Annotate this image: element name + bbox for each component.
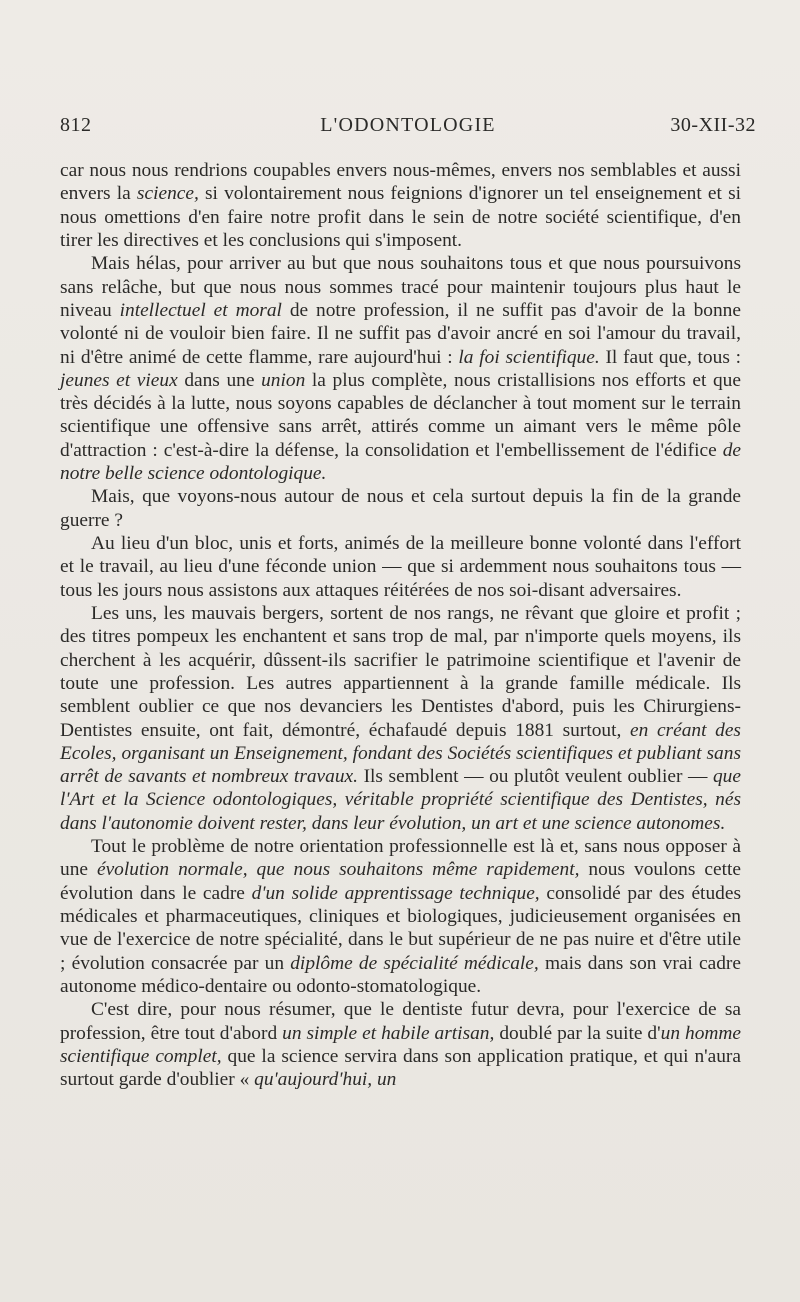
- page-number: 812: [60, 114, 92, 136]
- italic-text: jeunes et vieux: [60, 369, 178, 391]
- text-run: dans une: [177, 369, 262, 391]
- paragraph: [60, 252, 741, 485]
- italic-text: que l'Art et la Science odontologiques, véritable propriété scientifique des Dentistes, nés dans l'autonomie doivent rester, dans leur évolution, un art et une science autonomes.: [60, 766, 741, 834]
- paragraph: [60, 602, 741, 835]
- text-run: nous voulons cette évolution dans le cadre: [60, 859, 741, 904]
- text-run: Tout le problème de notre orientation professionnelle est là et, sans nous opposer à une: [60, 836, 741, 881]
- text-run: que la science servira dans son application pratique, et qui n'aura surtout garde d'oublier «: [60, 1045, 741, 1091]
- text-run: car nous nous rendrions coupables envers nous-mêmes, envers nos semblables et aussi envers la: [60, 160, 741, 205]
- text-run: Mais hélas, pour arriver au but que nous souhaitons tous et que nous poursuivons sans relâche, but que nous nous sommes tracé pour maintenir toujours plus haut le niveau: [60, 253, 741, 321]
- issue-date: 30-XII-32: [670, 114, 756, 136]
- italic-text: un simple et habile artisan,: [282, 1022, 495, 1044]
- text-run: la plus complète, nous cristallisions nos efforts et que très décidés à la lutte, nous soyons capables de déclancher à tout moment sur le terrain scientifique une offensive sans arrêt, attirés comme un aimant vers le même pôle d'attraction : c'est-à-dire la défense, la consolidation et l'embellissement de l'édifice: [60, 369, 741, 461]
- italic-text: intellectuel et moral: [119, 299, 282, 321]
- text-run: si volontairement nous feignions d'ignorer un tel enseignement et si nous omettions d'en faire notre profit dans le sein de notre société scientifique, d'en tirer les directives et les conclusions qui s'imposent.: [60, 183, 741, 251]
- text-run: consolidé par des études médicales et pharmaceutiques, cliniques et biologiques, judicieusement organisées en vue de l'exercice de notre spécialité, dans le but supérieur de ne pas nuire et d'être utile ; évolution consacrée par un: [60, 882, 741, 974]
- paragraph: [60, 485, 741, 532]
- text-run: mais dans son vrai cadre autonome médico-dentaire ou odonto-stomatologique.: [60, 952, 741, 997]
- italic-text: évolution normale, que nous souhaitons même rapidement,: [96, 859, 580, 881]
- italic-text: d'un solide apprentissage technique,: [251, 882, 540, 904]
- italic-text: qu'aujourd'hui, un: [254, 1069, 397, 1091]
- paragraph: [60, 159, 741, 252]
- italic-text: la foi scientifique.: [458, 346, 600, 368]
- text-run: Les uns, les mauvais bergers, sortent de nos rangs, ne rêvant que gloire et profit ; des titres pompeux les enchantent et sans trop de mal, par n'importe quels moyens, ils cherchent à les acquérir, dûssent-ils sacrifier le patrimoine scientifique et l'avenir de toute une profession. Les autres appartiennent à la grande famille médicale. Ils semblent oublier ce que nos devanciers les Dentistes d'abord, puis les Chirurgiens-Dentistes ensuite, ont fait, démontré, échafaudé depuis 1881 surtout,: [60, 602, 741, 741]
- italic-text: science,: [136, 183, 199, 205]
- article-body: [60, 159, 741, 1092]
- paragraph: [60, 532, 741, 602]
- text-run: doublé par la suite d': [494, 1022, 661, 1044]
- text-run: Il faut que, tous :: [599, 346, 742, 368]
- text-run: Mais, que voyons-nous autour de nous et cela surtout depuis la fin de la grande guerre ?: [60, 486, 741, 531]
- text-run: Ils semblent — ou plutôt veulent oublier —: [358, 766, 713, 788]
- journal-title: L'ODONTOLOGIE: [320, 114, 496, 136]
- italic-text: diplôme de spécialité médicale,: [290, 952, 539, 974]
- running-header: [60, 114, 756, 144]
- paragraph: [60, 998, 741, 1091]
- paragraph: [60, 835, 741, 998]
- italic-text: en créant des Ecoles, organisant un Enseignement, fondant des Sociétés scientifiques et publiant sans arrêt de savants et nombreux travaux.: [60, 719, 741, 788]
- text-run: Au lieu d'un bloc, unis et forts, animés de la meilleure bonne volonté dans l'effort et le travail, au lieu d'une féconde union — que si ardemment nous souhaitons tous — tous les jours nous assistons aux attaques réitérées de nos soi-disant adversaires.: [60, 533, 741, 601]
- italic-text: union: [261, 369, 306, 391]
- text-run: C'est dire, pour nous résumer, que le dentiste futur devra, pour l'exercice de sa profession, être tout d'abord: [60, 999, 741, 1044]
- italic-text: de notre belle science odontologique.: [60, 439, 741, 485]
- italic-text: un homme scientifique complet,: [60, 1022, 742, 1067]
- text-run: de notre profession, il ne suffit pas d'avoir de la bonne volonté ni de vouloir bien faire. Il ne suffit pas d'avoir ancré en soi l'amour du travail, ni d'être animé de cette flamme, rare aujourd'hui :: [60, 299, 741, 368]
